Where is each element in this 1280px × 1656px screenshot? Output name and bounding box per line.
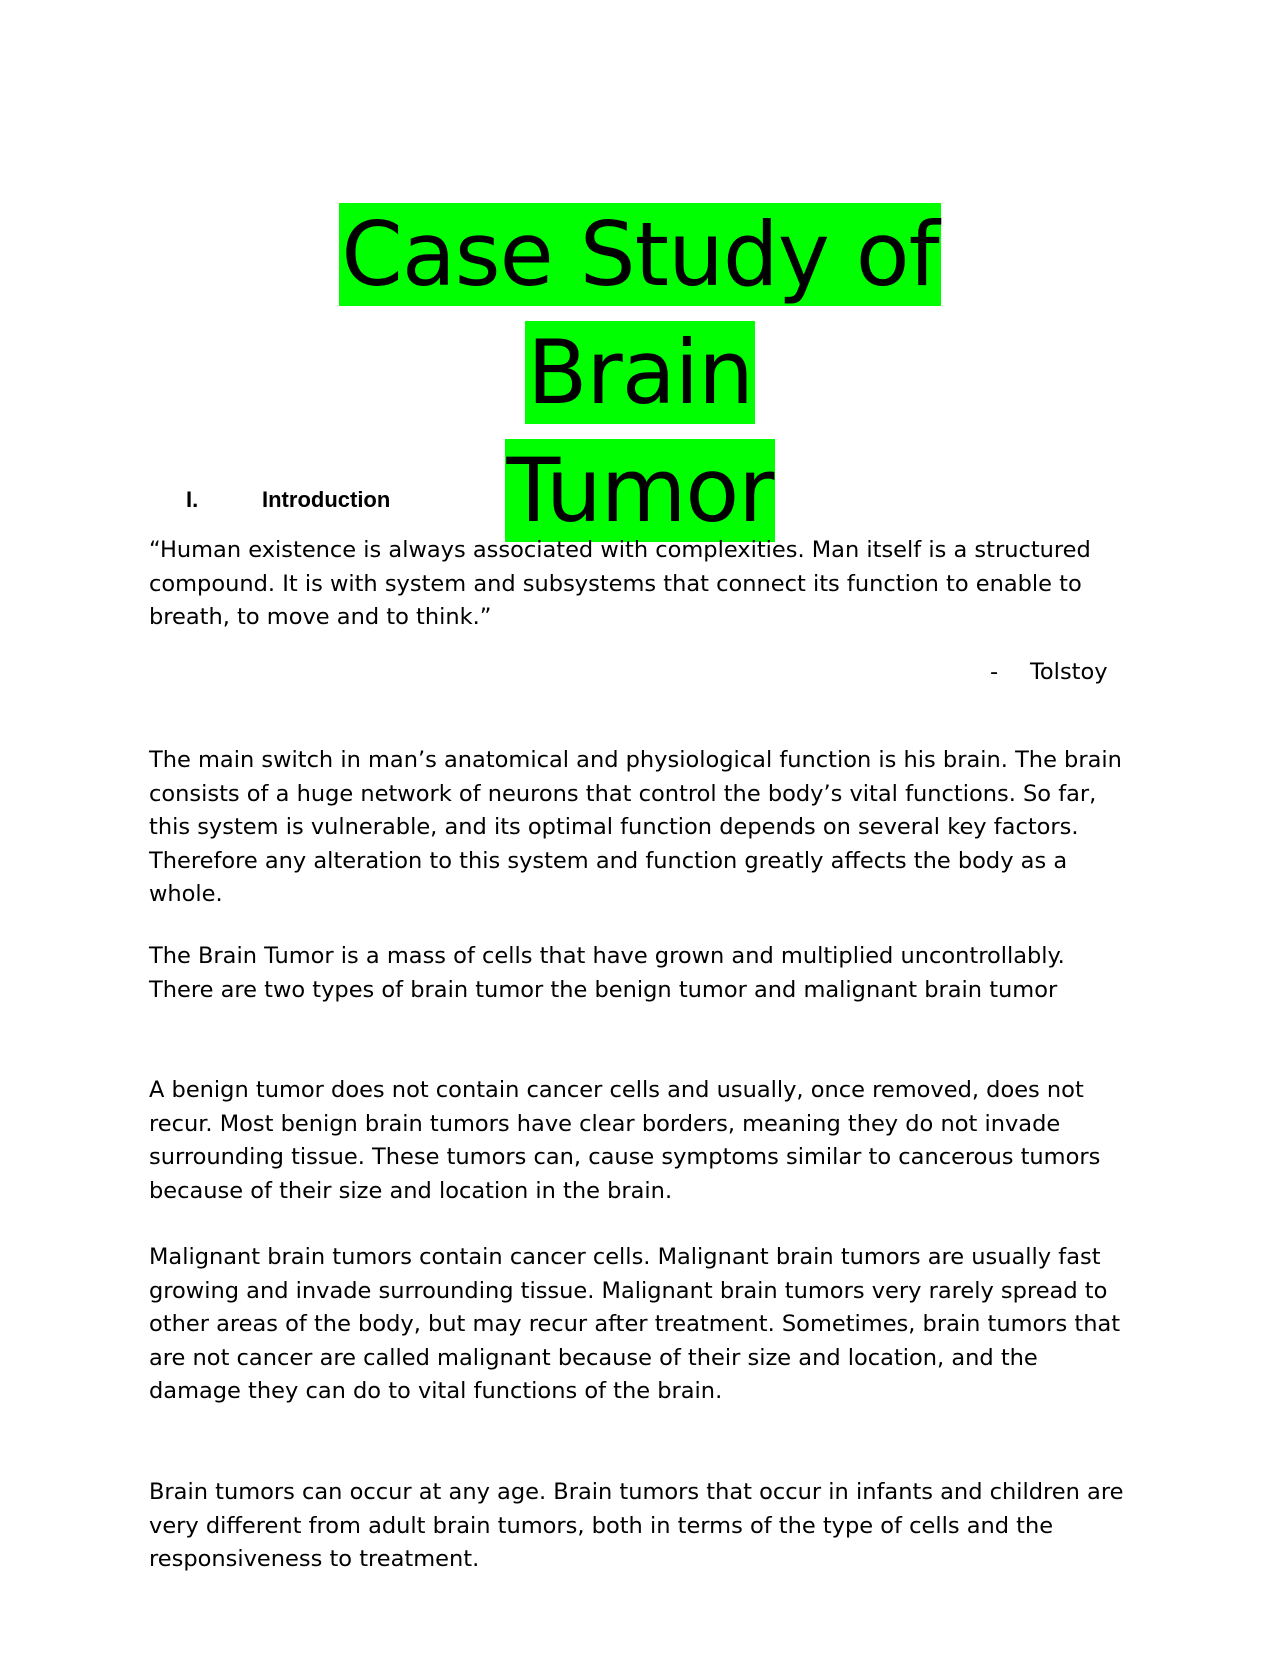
section-heading (186, 486, 390, 514)
title-line-1: Case Study of Brain (341, 203, 939, 424)
paragraph-malignant-tumor: Malignant brain tumors contain cancer cells. Malignant brain tumors are usually fast growing and invade surrounding tissue. Malignant brain tumors very rarely spread to other areas of the body, but may recur after treatment. Sometimes, brain tumors that are not cancer are called malignant because of their size and location, and the damage they can do to vital functions of the brain. (149, 1244, 1121, 1404)
paragraph-brain-function: The main switch in man’s anatomical and physiological function is his brain. The brain consists of a huge network of neurons that control the body’s vital functions. So far, this system is vulnerable, and its optimal function depends on several key factors. Therefore any alteration to this system and function greatly affects the body as a whole. (149, 747, 1122, 907)
attribution-dash: - (990, 659, 999, 685)
quote-attribution (990, 656, 1108, 690)
paragraph-age-occurrence: Brain tumors can occur at any age. Brain tumors that occur in infants and children are very different from adult brain tumors, both in terms of the type of cells and the responsiveness to treatment. (149, 1479, 1124, 1572)
section-title: Introduction (262, 487, 391, 512)
section-number: I. (186, 487, 199, 512)
paragraph-benign-tumor: A benign tumor does not contain cancer cells and usually, once removed, does not recur. Most benign brain tumors have clear borders, meaning they do not invade surrounding tissue. These tumors can, cause symptoms similar to cancerous tumors because of their size and location in the brain. (149, 1077, 1101, 1204)
attribution-author: Tolstoy (1030, 659, 1108, 685)
paragraph-tumor-definition: The Brain Tumor is a mass of cells that have grown and multiplied uncontrollably. There are two types of brain tumor the benign tumor and malignant brain tumor (149, 943, 1065, 1003)
title-line-2: Tumor (506, 439, 774, 542)
opening-quote: “Human existence is always associated with complexities. Man itself is a structured compound. It is with system and subsystems that connect its function to enable to breath, to move and to think.” (149, 537, 1091, 630)
